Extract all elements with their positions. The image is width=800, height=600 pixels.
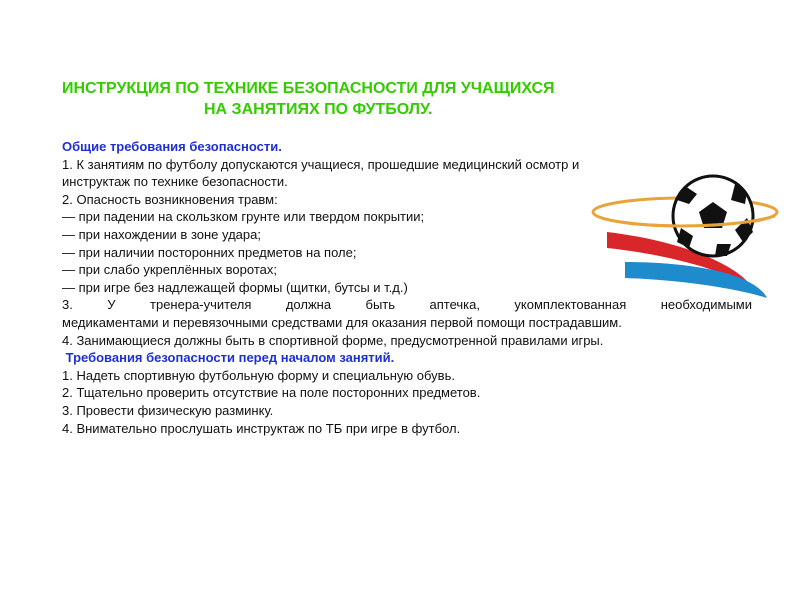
risk-item: — при слабо укреплённых воротах; [62,262,277,278]
title-line-1: ИНСТРУКЦИЯ ПО ТЕХНИКЕ БЕЗОПАСНОСТИ ДЛЯ УЧАЩИХСЯ [62,80,555,97]
risk-item: — при нахождении в зоне удара; [62,226,261,242]
general-requirements-heading: Общие требования безопасности. [62,139,282,154]
risk-item: — при падении на скользком грунте или твердом покрытии; [62,209,425,225]
before-class-heading: Требования безопасности перед началом занятий [65,350,391,366]
instruction-body [62,138,752,437]
general-item-4: 4. Занимающиеся должны быть в спортивной форме, предусмотренной правилами игры. [62,332,604,348]
general-item-2: 2. Опасность возникновения травм: [62,191,278,207]
general-item-1-line-2: инструктаж по технике безопасности. [62,174,288,190]
before-item: 3. Провести физическую разминку. [62,402,274,418]
general-item-3-line-2: медикаментами и перевязочными средствами для оказания первой помощи пострадавшим. [62,314,622,330]
before-item: 2. Тщательно проверить отсутствие на поле посторонних предметов. [62,385,481,401]
risk-item: — при наличии посторонних предметов на поле; [62,244,357,260]
risk-item: — при игре без надлежащей формы (щитки, бутсы и т.д.) [62,279,408,295]
general-item-3-line-1: 3. У тренера-учителя должна быть аптечка, укомплектованная необходимыми [62,297,752,313]
before-class-heading-dot: . [390,350,395,366]
title-line-2: НА ЗАНЯТИЯХ ПО ФУТБОЛУ. [204,101,433,118]
general-item-1-line-1: 1. К занятиям по футболу допускаются учащиеся, прошедшие медицинский осмотр и [62,156,580,172]
before-class-heading-line [62,349,752,367]
before-item: 4. Внимательно прослушать инструктаж по ТБ при игре в футбол. [62,420,461,436]
before-item: 1. Надеть спортивную футбольную форму и специальную обувь. [62,367,455,383]
document-title [62,78,702,120]
